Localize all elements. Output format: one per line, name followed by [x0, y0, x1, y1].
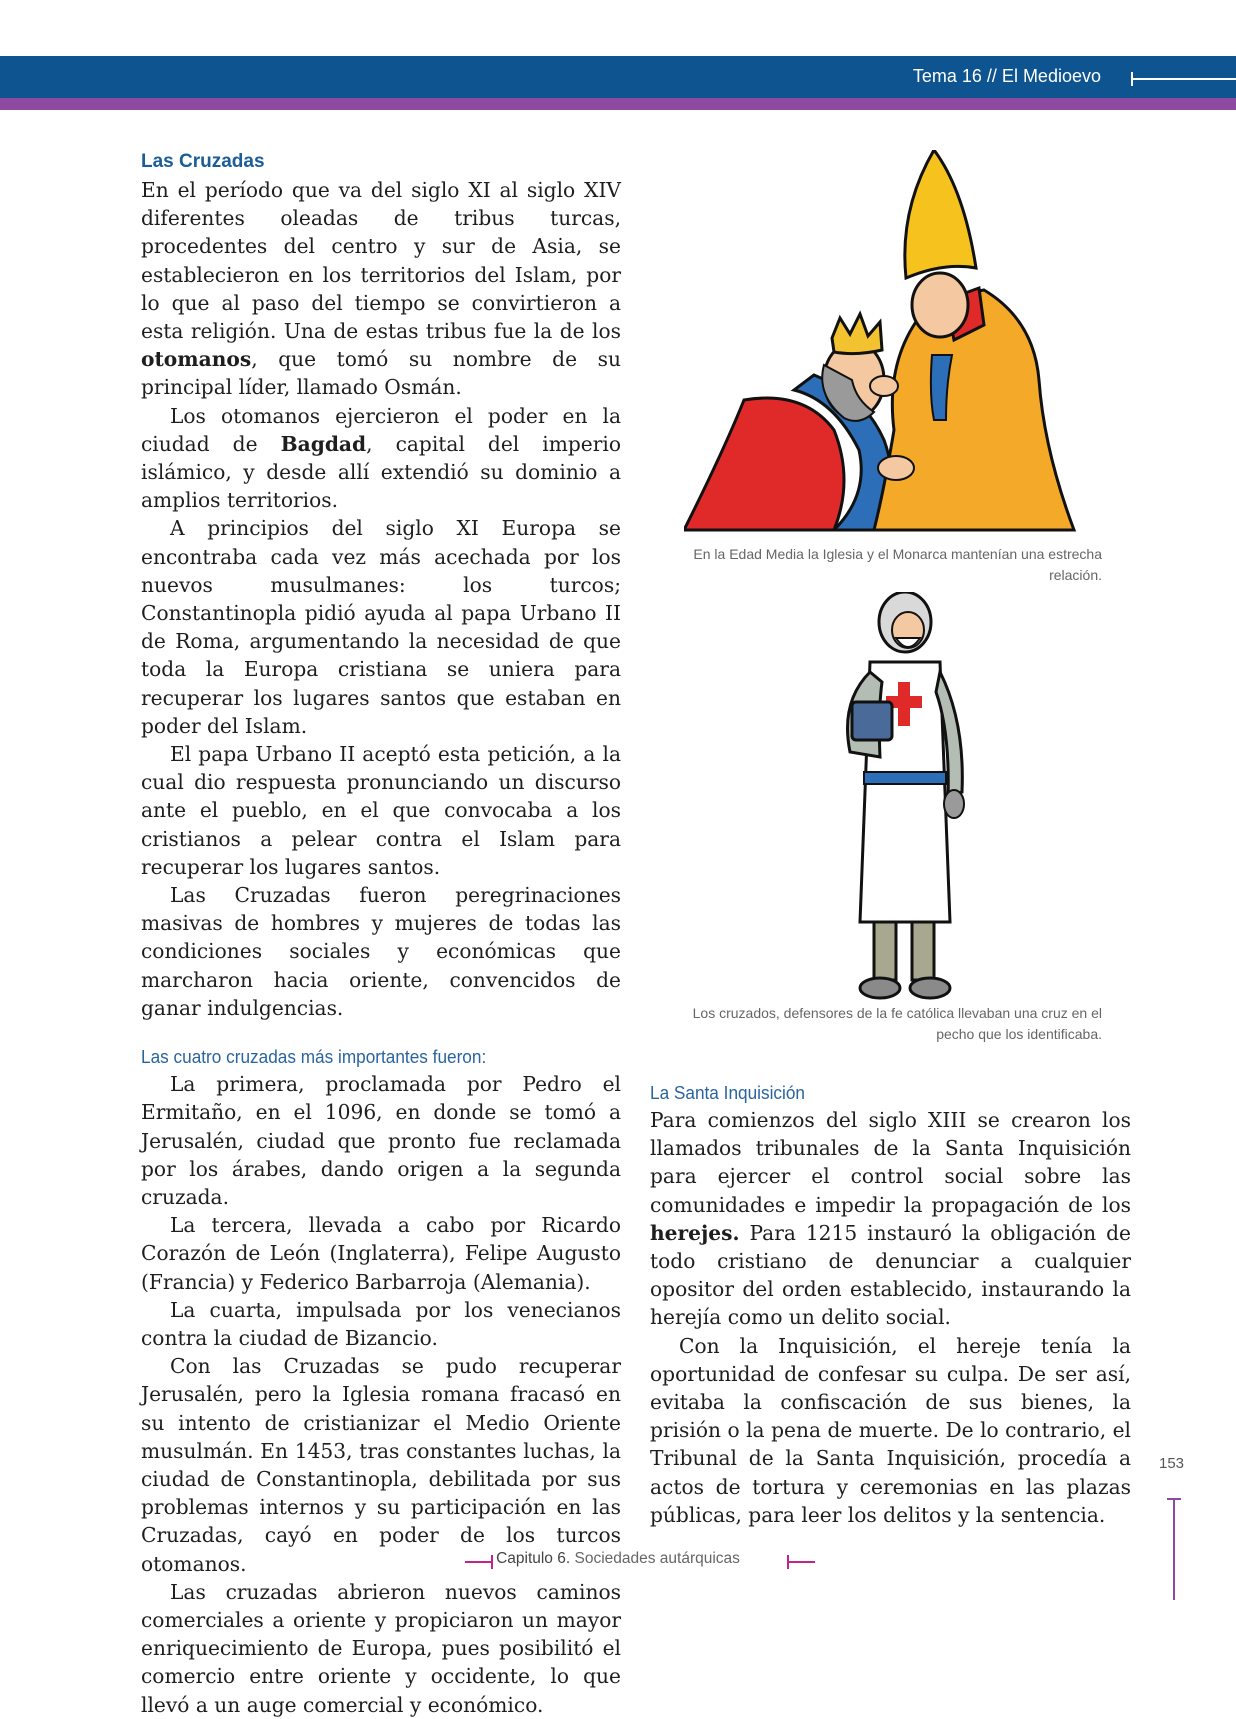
figure-caption: Los cruzados, defensores de la fe católica llevaban una cruz en el pecho que los identificaba.	[692, 1005, 1102, 1042]
paragraph: En el período que va del siglo XI al siglo XIV diferentes oleadas de tribus turcas, procedentes del centro y sur de Asia, se establecieron en los territorios del Islam, por lo que al paso del tiempo se convirtieron a esta religión. Una de estas tribus fue la de los otomanos, que tomó su nombre de su principal líder, llamado Osmán.	[141, 178, 621, 400]
paragraph: Las Cruzadas fueron peregrinaciones masivas de hombres y mujeres de todas las condiciones sociales y económicas que marcharon hacia oriente, convencidos de ganar indulgencias.	[141, 883, 621, 1020]
footer-chapter: Capitulo 6.	[496, 1550, 571, 1567]
header-line	[1131, 78, 1236, 80]
pope-and-king-illustration	[684, 150, 1104, 540]
footer-chapter-title: Sociedades autárquicas	[574, 1550, 740, 1567]
margin-line	[1173, 1498, 1175, 1600]
footer-line-right	[787, 1561, 815, 1563]
paragraph: Para comienzos del siglo XIII se crearon los llamados tribunales de la Santa Inquisición para ejercer el control social sobre las comunidades e impedir la propagación de los herejes. Para 1215 instauró la obligación de todo cristiano de denunciar a cualquier opositor del orden establecido, instaurando la herejía como un delito social.	[650, 1108, 1131, 1330]
chapter-topic-title: Tema 16 // El Medioevo	[912, 66, 1101, 86]
bold-term: otomanos	[141, 347, 252, 372]
right-column	[650, 1080, 1131, 1529]
paragraph: La tercera, llevada a cabo por Ricardo Corazón de León (Inglaterra), Felipe Augusto (Francia) y Federico Barbarroja (Alemania).	[141, 1213, 621, 1294]
paragraph: El papa Urbano II aceptó esta petición, a la cual dio respuesta pronunciando un discurso ante el pueblo, en el que convocaba a los cristianos a pelear contra el Islam para recuperar los lugares santos.	[141, 742, 621, 879]
figure-caption: En la Edad Media la Iglesia y el Monarca mantenían una estrecha relación.	[693, 546, 1102, 583]
footer	[0, 1550, 1236, 1568]
left-column	[141, 148, 621, 1719]
subheading-cuatro-cruzadas: Las cuatro cruzadas más importantes fueron:	[141, 1046, 487, 1068]
paragraph: La primera, proclamada por Pedro el Ermitaño, en el 1096, en donde se tomó a Jerusalén, ciudad que pronto fue reclamada por los árabes, dando origen a la segunda cruzada.	[141, 1072, 621, 1209]
paragraph: Los otomanos ejercieron el poder en la ciudad de Bagdad, capital del imperio islámico, y desde allí extendió su dominio a amplios territorios.	[141, 403, 621, 513]
paragraph: A principios del siglo XI Europa se encontraba cada vez más acechada por los nuevos musulmanes: los turcos; Constantinopla pidió ayuda al papa Urbano II de Roma, argumentando la necesidad de que toda la Europa cristiana se uniera para recuperar los lugares santos que estaban en poder del Islam.	[141, 516, 621, 738]
paragraph: Con la Inquisición, el hereje tenía la oportunidad de confesar su culpa. De ser así, evitaba la confiscación de sus bienes, la prisión o la pena de muerte. De lo contrario, el Tribunal de la Santa Inquisición, procedía a actos de tortura y ceremonias en las plazas públicas, para leer los delitos y la sentencia.	[650, 1333, 1131, 1527]
paragraph: La cuarta, impulsada por los venecianos contra la ciudad de Bizancio.	[141, 1297, 621, 1350]
bold-term: herejes.	[650, 1220, 740, 1245]
section-heading-cruzadas: Las Cruzadas	[141, 151, 265, 172]
crusader-illustration	[840, 592, 990, 1007]
paragraph: Las cruzadas abrieron nuevos caminos comerciales a oriente y propiciaron un mayor enriquecimiento de Europa, pues posibilitó el comercio entre oriente y occidente, lo que llevó a un auge comercial y económico.	[141, 1579, 621, 1717]
page-number: 153	[1159, 1455, 1185, 1472]
header-accent-stripe	[0, 98, 1236, 110]
bold-term: Bagdad	[280, 431, 367, 456]
subheading-santa-inquisicion: La Santa Inquisición	[650, 1082, 805, 1103]
paragraph: Con las Cruzadas se pudo recuperar Jerusalén, pero la Iglesia romana fracasó en su intento de cristianizar el Medio Oriente musulmán. En 1453, tras constantes luchas, la ciudad de Constantinopla, debilitada por sus problemas internos y su participación en las Cruzadas, cayó en poder de los turcos otomanos.	[141, 1354, 621, 1576]
